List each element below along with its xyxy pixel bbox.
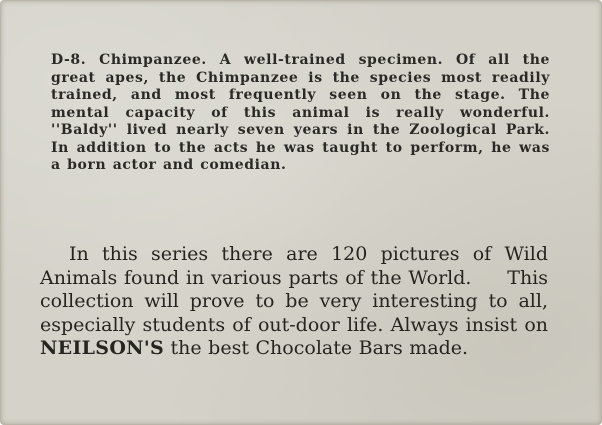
animal-description — [51, 52, 550, 175]
brand-tagline: the best Chocolate Bars made. — [170, 337, 469, 359]
card-code: D-8. — [51, 52, 87, 68]
animal-name: Chimpanzee. — [99, 52, 207, 68]
series-promo — [40, 243, 548, 361]
collection-info: This collection will prove to be very interesting to all, especially students of out-door life. Always insist on — [40, 266, 549, 336]
series-info: In this series there are 120 pictures of Wild Animals found in various parts of the World. — [40, 243, 548, 289]
brand-name: NEILSON'S — [40, 337, 164, 359]
description-text: A well-trained specimen. Of all the great apes, the Chimpanzee is the species most readily trained, and most frequently seen on the stage. The mental capacity of this animal is really wonderful. ''Baldy'' lived nearly seven years in the Zoological Park. In addition to the acts he was taught to perform, he was a born actor and comedian. — [51, 52, 550, 173]
